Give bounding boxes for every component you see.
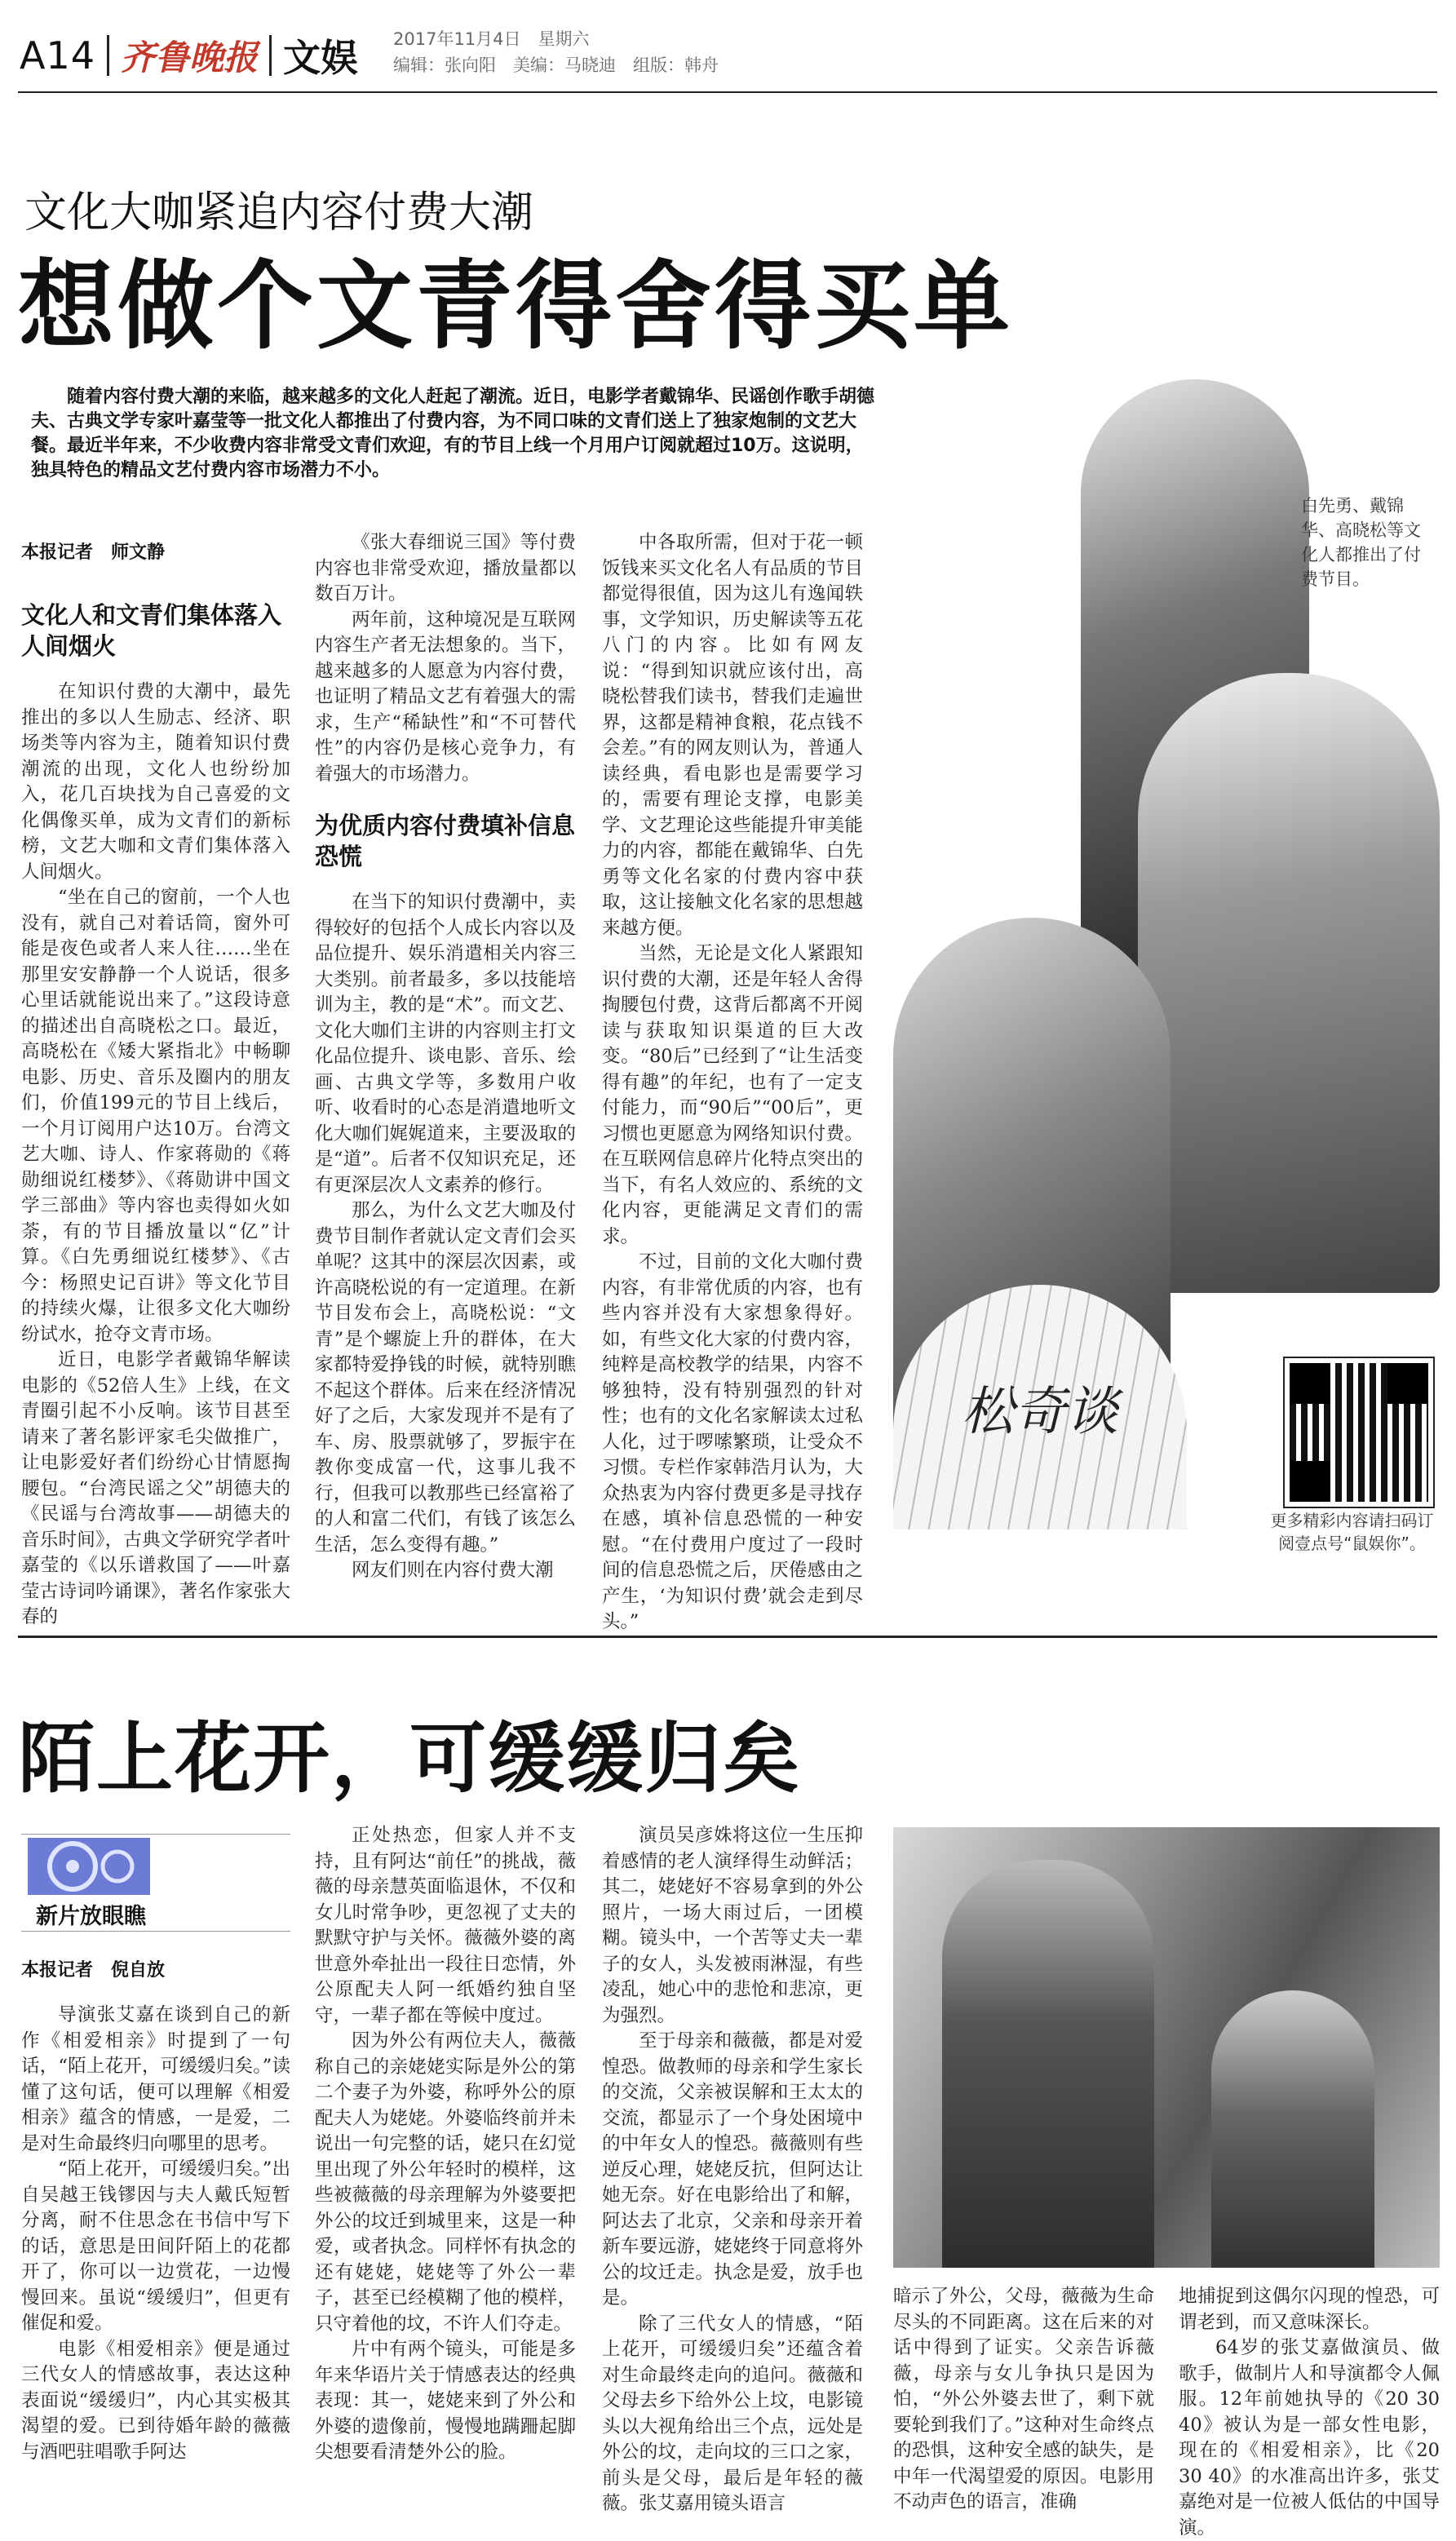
- section-rule: [18, 1636, 1437, 1638]
- article2-headline: 陌上花开，可缓缓归矣: [18, 1715, 802, 1804]
- photo-portrait-dai: [1138, 673, 1440, 1293]
- paragraph: 在知识付费的大潮中，最先推出的多以人生励志、经济、职场类等内容为主，随着知识付费潮流的出现，文化人也纷纷加入，花几百块找为自己喜爱的文化偶像买单，成为文青们的新标榜，文艺大咖和文青们集体落入人间烟火。: [21, 681, 290, 883]
- column-tag: 新片放眼瞧: [36, 1904, 146, 1929]
- article1-headline: 想做个文青得舍得买单: [18, 250, 1014, 362]
- divider: [107, 35, 109, 76]
- paragraph: 演员吴彦姝将这位一生压抑着感情的老人演绎得生动鲜活；其二，姥姥好不容易拿到的外公照片，一场大雨过后，一团模糊。镜头中，一个苦等丈夫一辈子的女人，头发被雨淋湿，有些凌乱，她心中的悲怆和悲凉，更为强烈。: [602, 1825, 863, 2026]
- paragraph: 近日，电影学者戴锦华解读电影的《52倍人生》上线，在文青圈引起不小反响。该节目甚至请来了著名影评家毛尖做推广，让电影爱好者们纷纷心甘情愿掏腰包。“台湾民谣之父”胡德夫的《民谣与台湾故事——胡德夫的音乐时间》，古典文学研究学者叶嘉莹的《以乐谱救国了——叶嘉莹古诗词吟诵课》，著名作家张大春的: [21, 1349, 290, 1627]
- article1-byline: 本报记者 师文静: [21, 542, 166, 563]
- film-reel-icon: [28, 1838, 150, 1895]
- paper-logo: 齐鲁晚报: [121, 38, 259, 77]
- article1-col2-text-a: [315, 530, 576, 787]
- article1-photo-collage: [893, 371, 1440, 1603]
- article1-subhead-1: 文化人和文青们集体落入人间烟火: [21, 601, 282, 660]
- paragraph: 导演张艾嘉在谈到自己的新作《相爱相亲》时提到了一句话，“陌上花开，可缓缓归矣。”读懂了这句话，便可以理解《相爱相亲》蕴含的情感，一是爱，二是对生命最终归向哪里的思考。: [21, 2004, 290, 2154]
- article2-column-4: [893, 2284, 1154, 2516]
- paragraph: 电影《相爱相亲》便是通过三代女人的情感故事，表达这种表面说“缓缓归”，内心其实极其渴望的爱。已到待婚年龄的薇薇与酒吧驻唱歌手阿达: [21, 2338, 290, 2463]
- paragraph: 那么，为什么文艺大咖及付费节目制作者就认定文青们会买单呢？这其中的深层次因素，或许高晓松说的有一定道理。在新节目发布会上，高晓松说：“文青”是个螺旋上升的群体，在大家都特爱挣钱的时候，就特别瞧不起这个群体。后来在经济情况好了之后，大家发现并不是有了车、房、股票就够了，罗振宇在教你变成富一代，这事儿我不行，但我可以教那些已经富裕了的人和富二代们，有钱了该怎么生活，怎么变得有趣。”: [315, 1200, 576, 1556]
- paragraph: 正处热恋，但家人并不支持，且有阿达“前任”的挑战，薇薇的母亲慧英面临退休，不仅和女儿时常争吵，更忽视了丈夫的默默守护与关怀。薇薇外婆的离世意外牵扯出一段往日恋情，外公原配夫人阿一纸婚约独自坚守，一辈子都在等候中度过。: [315, 1825, 576, 2026]
- paragraph: “陌上花开，可缓缓归矣。”出自吴越王钱镠因与夫人戴氏短暂分离，耐不住思念在书信中写下的话，意思是田间阡陌上的花都开了，你可以一边赏花，一边慢慢回来。虽说“缓缓归”，但更有催促和爱。: [21, 2158, 290, 2334]
- article1-kicker: 文化大咖紧追内容付费大潮: [24, 188, 534, 237]
- qr-code[interactable]: [1285, 1358, 1433, 1507]
- paragraph: 两年前，这种境况是互联网内容生产者无法想象的。当下，越来越多的人愿意为内容付费，也证明了精品文艺有着强大的需求，生产“稀缺性”和“不可替代性”的内容仍是核心竞争力，有着强大的市场潜力。: [315, 609, 576, 785]
- paragraph: 《张大春细说三国》等付费内容也非常受欢迎，播放量都以数百万计。: [315, 532, 576, 604]
- paragraph: 地捕捉到这偶尔闪现的惶恐，可谓老到，而又意味深长。: [1179, 2286, 1440, 2333]
- paragraph: 除了三代女人的情感，“陌上花开，可缓缓归矣”还蕴含着对生命最终走向的追问。薇薇和父母去乡下给外公上坟，电影镜头以大视角给出三个点，远处是外公的坟，走向坟的三口之家，前头是父母，最后是年轻的薇薇。张艾嘉用镜头语言: [602, 2313, 863, 2514]
- article1-column-1: [21, 600, 290, 1631]
- paragraph: 在当下的知识付费潮中，卖得较好的包括个人成长内容以及品位提升、娱乐消遣相关内容三大类别。前者最多，多以技能培训为主，教的是“术”。而文艺、文化大咖们主讲的内容则主打文化品位提升、谈电影、音乐、绘画、古典文学等，多数用户收听、收看时的心态是消遣地听文化大咖们娓娓道来，主要汲取的是“道”。后者不仅知识充足，还有更深层次人文素养的修行。: [315, 892, 576, 1196]
- section-name: 文娱: [283, 36, 359, 80]
- paragraph: 64岁的张艾嘉做演员、做歌手，做制片人和导演都令人佩服。12年前她执导的《20 30 40》被认为是一部女性电影，现在的《相爱相亲》，比《20 30 40》的水准高出许多，张艾嘉绝对是一位被人低估的中国导演。: [1179, 2337, 1440, 2539]
- paragraph: 网友们则在内容付费大潮: [352, 1560, 554, 1581]
- paragraph: 因为外公有两位夫人，薇薇称自己的亲姥姥实际是外公的第二个妻子为外婆，称呼外公的原配夫人为姥姥。外婆临终前并未说出一句完整的话，姥只在幻觉里出现了外公年轻时的模样，这些被薇薇的母亲理解为外婆要把外公的坟迁到城里来，这是一种爱，或者执念。同样怀有执念的还有姥姥，姥姥等了外公一辈子，甚至已经模糊了他的模样，只守着他的坟，不许人们夺走。: [315, 2030, 576, 2335]
- header-rule: [18, 91, 1437, 93]
- article1-subhead-2: 为优质内容付费填补信息恐慌: [315, 812, 576, 870]
- article1-col1-text: [21, 680, 290, 1631]
- article2-column-5: [1179, 2284, 1440, 2541]
- article2-byline: 本报记者 倪自放: [21, 1960, 166, 1981]
- article2-column-1: [21, 2003, 290, 2465]
- paragraph: 至于母亲和薇薇，都是对爱惶恐。做教师的母亲和学生家长的交流，父亲被误解和王太太的交流，都显示了一个身处困境中的中年女人的惶恐。薇薇则有些逆反心理，姥姥反抗，但阿达让她无奈。好在电影给出了和解，阿达去了北京，父亲和母亲开着新车要远游，姥姥终于同意将外公的坟迁走。执念是爱，放手也是。: [602, 2030, 863, 2309]
- article1-column-3: [602, 530, 863, 1636]
- article1-col3-text: [602, 530, 863, 1636]
- article2-column-2: [315, 1823, 576, 2466]
- article1-lead: 随着内容付费大潮的来临，越来越多的文化人赶起了潮流。近日，电影学者戴锦华、民谣创作歌手胡德夫、古典文学专家叶嘉莹等一批文化人都推出了付费内容，为不同口味的文青们送上了独家炮制的文艺大餐。最近半年来，不少收费内容非常受文青们欢迎，有的节目上线一个月用户订阅就超过10万。这说明，独具特色的精品文艺付费内容市场潜力不小。: [31, 387, 875, 480]
- paragraph: 暗示了外公，父母，薇薇为生命尽头的不同距离。这在后来的对话中得到了证实。父亲告诉薇薇，母亲与女儿争执只是因为怕，“外公外婆去世了，剩下就要轮到我们了。”这种对生命终点的恐惧，这种安全感的缺失，是中年一代渴望爱的原因。电影用不动声色的语言，准确: [893, 2286, 1154, 2512]
- photo-caption: 白先勇、戴锦华、高晓松等文化人都推出了付费节目。: [1301, 496, 1421, 589]
- column-tag-box: [21, 1834, 290, 1932]
- masthead: [20, 28, 358, 83]
- divider: [269, 35, 272, 76]
- issue-date: 2017年11月4日 星期六: [393, 29, 590, 49]
- paragraph: 当然，无论是文化人紧跟知识付费的大潮，还是年轻人舍得掏腰包付费，这背后都离不开阅读与获取知识渠道的巨大改变。“80后”已经到了“让生活变得有趣”的年纪，也有了一定支付能力，而“90后”“00后”，更习惯也更愿意为网络知识付费。在互联网信息碎片化特点突出的当下，有名人效应的、系统的文化内容，更能满足文青们的需求。: [602, 943, 863, 1247]
- photo-figure-man: [942, 1860, 1154, 2268]
- paragraph: 不过，目前的文化大咖付费内容，有非常优质的内容，也有些内容并没有大家想象得好。如，有些文化大家的付费内容，纯粹是高校教学的结果，内容不够独特，没有特别强烈的针对性；也有的文化名家解读太过私人化，过于啰嗦繁琐，让受众不习惯。专栏作家韩浩月认为，大众热衷为内容付费更多是寻找存在感，填补信息恐慌的一种安慰。“在付费用户度过了一段时间的信息恐慌之后，厌倦感由之产生，‘为知识付费’就会走到尽头。”: [602, 1251, 863, 1632]
- page-meta: [393, 26, 719, 78]
- page-number: A14: [20, 33, 96, 77]
- article1-col2-text-b: [315, 890, 576, 1584]
- film-still-photo: [893, 1827, 1440, 2268]
- paragraph: “坐在自己的窗前，一个人也没有，就自己对着话筒，窗外可能是夜色或者人来人往……坐在那里安安静静一个人说话，很多心里话就能说出来了。”这段诗意的描述出自高晓松之口。最近，高晓松在《矮大紧指北》中畅聊电影、历史、音乐及圈内的朋友们，价值199元的节目上线后，一个月订阅用户达10万。台湾文艺大咖、诗人、作家蒋勋的《蒋勋细说红楼梦》、《蒋勋讲中国文学三部曲》等内容也卖得如火如荼，有的节目播放量以“亿”计算。《白先勇细说红楼梦》、《古今：杨照史记百讲》等文化节目的持续火爆，让很多文化大咖纷纷试水，抢夺文青市场。: [21, 887, 290, 1345]
- photo-figure-woman: [1211, 1990, 1374, 2268]
- article1-column-2: [315, 530, 576, 1584]
- editors-line: 编辑：张向阳 美编：马晓迪 组版：韩舟: [393, 55, 719, 75]
- fan-calligraphy: 松奇谈: [962, 1382, 1118, 1442]
- paragraph: 中各取所需，但对于花一顿饭钱来买文化名人有品质的节目都觉得很值，因为这儿有逸闻轶事，文学知识，历史解读等五花八门的内容。比如有网友说：“得到知识就应该付出，高晓松替我们读书，替我们走遍世界，这都是精神食粮，花点钱不会差。”有的网友则认为，普通人读经典，看电影也是需要学习的，需要有理论支撑，电影美学、文艺理论这些能提升审美能力的内容，都能在戴锦华、白先勇等文化名家的付费内容中获取，这让接触文化名家的思想越来越方便。: [602, 532, 863, 939]
- paragraph: 片中有两个镜头，可能是多年来华语片关于情感表达的经典表现：其一，姥姥来到了外公和外婆的遗像前，慢慢地蹒跚起脚尖想要看清楚外公的脸。: [315, 2339, 576, 2463]
- article2-column-3: [602, 1823, 863, 2517]
- qr-caption: 更多精彩内容请扫码订阅壹点号“鼠娱你”。: [1270, 1511, 1434, 1553]
